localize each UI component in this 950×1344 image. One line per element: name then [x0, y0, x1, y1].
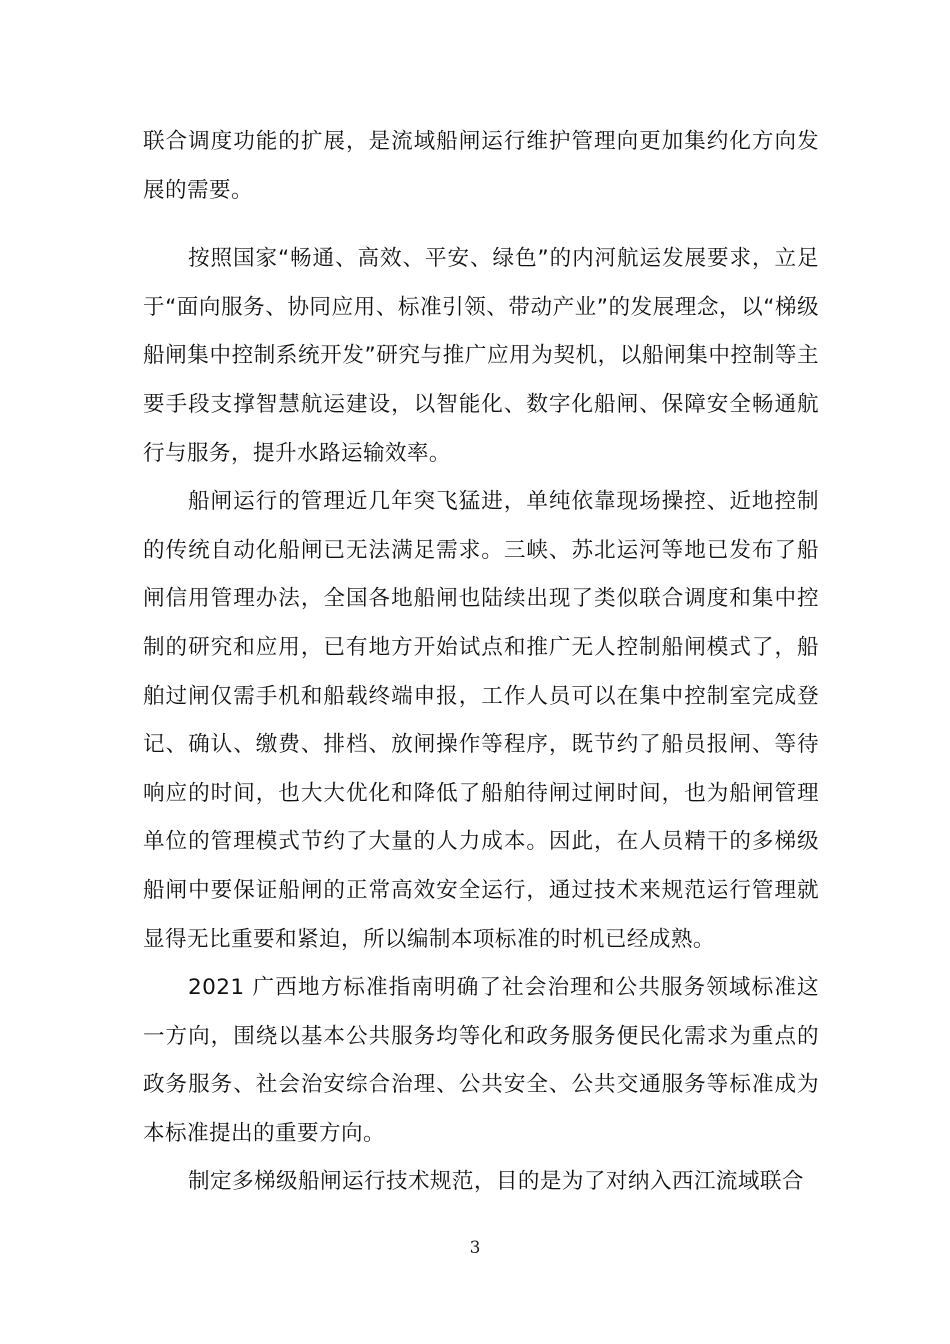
paragraph-specification-purpose: 制定多梯级船闸运行技术规范，目的是为了对纳入西江流域联合 [188, 1169, 804, 1195]
paragraph-development-requirements: 按照国家“畅通、高效、平安、绿色”的内河航运发展要求，立足于“面向服务、协同应用、标准引领、带动产业”的发展理念，以“梯级船闸集中控制系统开发”研究与推广应用为契机，以船闸集中控制等主要手段支撑智慧航运建设，以智能化、数字化船闸、保障安全畅通航行与服务，提升水路运输效率。 [143, 246, 819, 466]
paragraph-guangxi-standard-guide: 2021 广西地方标准指南明确了社会治理和公共服务领域标准这一方向，围绕以基本公共服务均等化和政务服务便民化需求为重点的政务服务、社会治安综合治理、公共安全、公共交通服务等标准成为本标准提出的重要方向。 [143, 975, 819, 1146]
paragraph-lock-management: 船闸运行的管理近几年突飞猛进，单纯依靠现场操控、近地控制的传统自动化船闸已无法满足需求。三峡、苏北运河等地已发布了船闸信用管理办法，全国各地船闸也陆续出现了类似联合调度和集中控制的研究和应用，已有地方开始试点和推广无人控制船闸模式了，船舶过闸仅需手机和船载终端申报，工作人员可以在集中控制室完成登记、确认、缴费、排档、放闸操作等程序，既节约了船员报闸、等待响应的时间，也大大优化和降低了船舶待闸过闸时间，也为船闸管理单位的管理模式节约了大量的人力成本。因此，在人员精干的多梯级船闸中要保证船闸的正常高效安全运行，通过技术来规范运行管理就显得无比重要和紧迫，所以编制本项标准的时机已经成熟。 [143, 489, 819, 952]
paragraph-continuation: 联合调度功能的扩展，是流域船闸运行维护管理向更加集约化方向发展的需要。 [143, 129, 819, 203]
document-body [143, 118, 819, 1207]
page-number: 3 [469, 1238, 481, 1258]
